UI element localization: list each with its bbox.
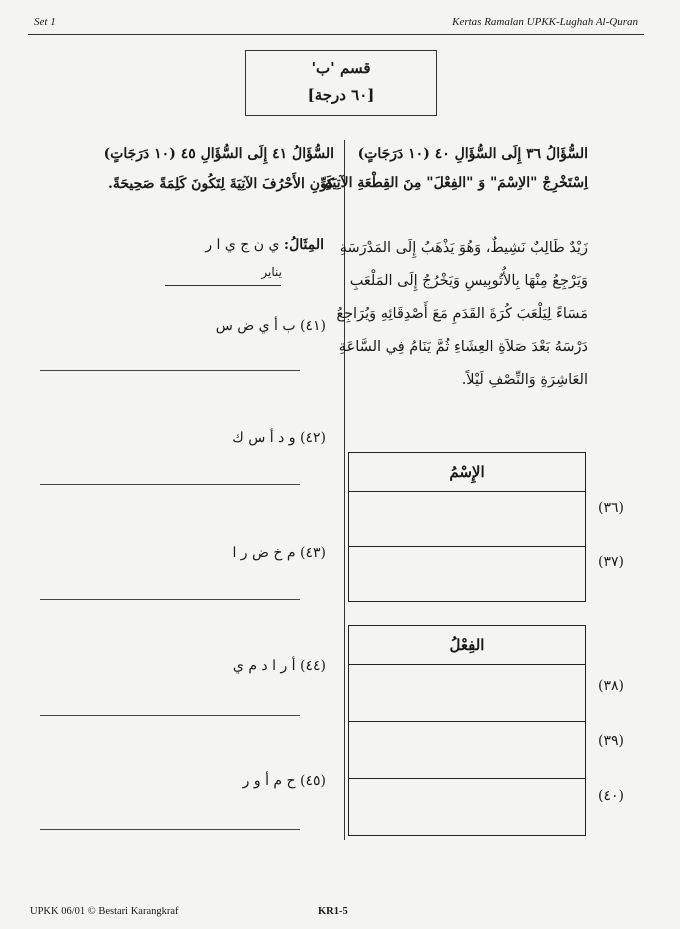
ism-table-header: الإِسْمُ xyxy=(349,453,585,492)
fil-table-header: الفِعْلُ xyxy=(349,626,585,665)
example-answer-line xyxy=(165,285,281,286)
question-41 xyxy=(216,318,326,334)
passage-line: مَسَاءً لِيَلْعَبَ كُرَةَ القَدَمِ مَعَ أَصْدِقَائِهِ وَيُرَاجِعُ xyxy=(336,306,588,322)
header-title: Kertas Ramalan UPKK-Lughah Al-Quran xyxy=(452,16,638,28)
answer-cell-38[interactable] xyxy=(349,665,585,722)
answer-cell-37[interactable] xyxy=(349,547,585,602)
answer-cell-39[interactable] xyxy=(349,722,585,779)
question-45 xyxy=(243,773,326,789)
question-number-36: (٣٦) xyxy=(598,500,624,516)
question-number-40: (٤٠) xyxy=(598,788,624,804)
passage-line: دَرْسَهُ بَعْدَ صَلاَةِ العِشَاءِ ثُمَّ يَنَامُ فِي السَّاعَةِ xyxy=(338,339,588,355)
section-title: قسم 'ب' xyxy=(311,59,371,77)
question-letters: ب أ ي ض س xyxy=(215,318,296,334)
question-44 xyxy=(233,658,326,674)
footer-copyright: UPKK 06/01 © Bestari Karangkraf xyxy=(30,906,179,917)
question-number-39: (٣٩) xyxy=(598,733,624,749)
header-set-label: Set 1 xyxy=(34,16,56,28)
header-rule xyxy=(28,34,644,35)
question-number: (٤٣) xyxy=(300,545,326,561)
question-letters: م خ ض ر ا xyxy=(232,545,296,561)
question-number: (٤٢) xyxy=(300,430,326,446)
section-marks: [٦٠ درجة] xyxy=(307,86,375,104)
answer-line-43[interactable] xyxy=(40,599,300,600)
question-number-37: (٣٧) xyxy=(598,554,624,570)
right-instruction-text: اِسْتَخْرِجْ "الاِسْمَ" وَ "الفِعْلَ" مِنَ القِطْعَةِ الآتِيَةِ. xyxy=(320,175,588,191)
example-row xyxy=(205,237,324,253)
passage-line: العَاشِرَةِ وَالنِّصْفِ لَيْلاً. xyxy=(461,372,588,388)
answer-line-41[interactable] xyxy=(40,370,300,371)
right-instruction-range: السُّؤَالُ ٣٦ إِلَى السُّؤَالِ ٤٠ (١٠ دَرَجَاتٍ) xyxy=(357,146,588,162)
left-instruction-range: السُّؤَالُ ٤١ إِلَى السُّؤَالِ ٤٥ (١٠ دَرَجَاتٍ) xyxy=(103,146,334,162)
answer-cell-40[interactable] xyxy=(349,779,585,836)
ism-answer-table xyxy=(348,452,586,602)
passage-line: وَيَرْجِعُ مِنْهَا بِالأُتُوبِيسِ وَيَخْرُجُ إِلَى المَلْعَبِ xyxy=(349,273,588,289)
answer-line-42[interactable] xyxy=(40,484,300,485)
question-number: (٤٥) xyxy=(300,773,326,789)
question-letters: ح م أ و ر xyxy=(242,773,296,789)
question-number: (٤١) xyxy=(300,318,326,334)
example-label: المِثَالُ: xyxy=(283,237,324,253)
question-letters: أ ر ا د م ي xyxy=(232,658,296,674)
passage-line: زَيْدٌ طَالِبٌ نَشِيطٌ، وَهُوَ يَذْهَبُ إِلَى المَدْرَسَةِ xyxy=(339,240,588,256)
question-number: (٤٤) xyxy=(300,658,326,674)
left-instruction-text: كَوِّنِ الأَحْرُفَ الآتِيَةَ لِتَكُونَ كَلِمَةً صَحِيحَةً. xyxy=(107,176,334,192)
question-42 xyxy=(232,430,326,446)
fil-answer-table xyxy=(348,625,586,836)
answer-line-44[interactable] xyxy=(40,715,300,716)
question-43 xyxy=(232,545,326,561)
question-number-38: (٣٨) xyxy=(598,678,624,694)
reading-passage xyxy=(288,232,588,397)
example-answer: يناير xyxy=(261,265,282,279)
question-letters: و د أ س ك xyxy=(232,430,296,446)
answer-cell-36[interactable] xyxy=(349,492,585,547)
example-letters: ي ن ج ي ا ر xyxy=(205,237,280,253)
footer-page-number: KR1-5 xyxy=(318,906,348,917)
answer-line-45[interactable] xyxy=(40,829,300,830)
section-box xyxy=(245,50,437,116)
